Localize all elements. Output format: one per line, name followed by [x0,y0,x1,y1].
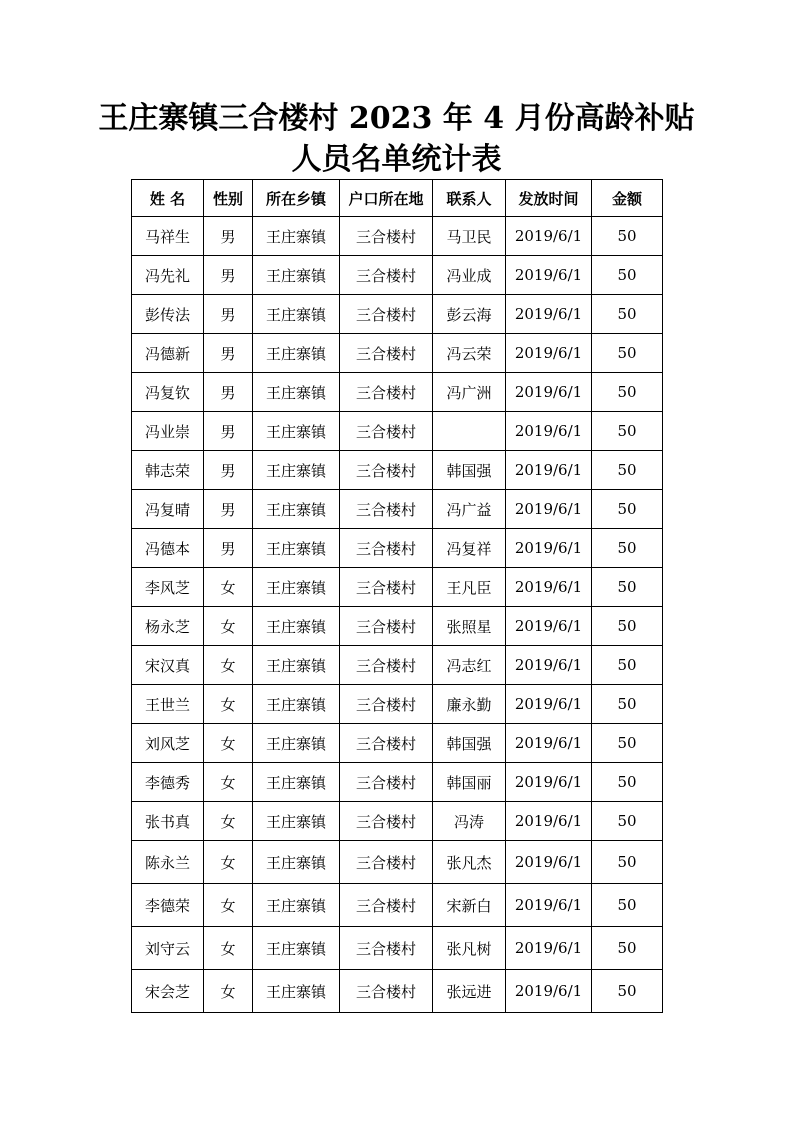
subsidy-roster-table [131,179,663,1013]
cell-amount: 50 [592,334,663,373]
cell-township: 王庄寨镇 [253,685,340,724]
table-row [132,802,663,841]
cell-issue-date: 2019/6/1 [506,884,592,927]
cell-name: 彭传法 [132,295,204,334]
cell-issue-date: 2019/6/1 [506,568,592,607]
cell-township: 王庄寨镇 [253,970,340,1013]
cell-name: 冯复晴 [132,490,204,529]
cell-household-registration: 三合楼村 [340,568,433,607]
cell-contact: 韩国强 [433,451,506,490]
cell-household-registration: 三合楼村 [340,412,433,451]
cell-household-registration: 三合楼村 [340,373,433,412]
table-row [132,841,663,884]
cell-amount: 50 [592,529,663,568]
table-row [132,763,663,802]
cell-household-registration: 三合楼村 [340,607,433,646]
cell-amount: 50 [592,685,663,724]
cell-contact: 张照星 [433,607,506,646]
cell-township: 王庄寨镇 [253,256,340,295]
cell-gender: 男 [204,373,253,412]
cell-township: 王庄寨镇 [253,295,340,334]
table-row [132,607,663,646]
table-row [132,970,663,1013]
cell-name: 张书真 [132,802,204,841]
document-title-line-1: 王庄寨镇三合楼村 2023 年 4 月份高龄补贴 [98,101,695,136]
cell-issue-date: 2019/6/1 [506,685,592,724]
cell-household-registration: 三合楼村 [340,841,433,884]
cell-contact: 马卫民 [433,217,506,256]
cell-issue-date: 2019/6/1 [506,256,592,295]
table-row [132,529,663,568]
table-row [132,451,663,490]
cell-gender: 男 [204,334,253,373]
cell-issue-date: 2019/6/1 [506,334,592,373]
cell-township: 王庄寨镇 [253,451,340,490]
cell-name: 冯业崇 [132,412,204,451]
cell-name: 李风芝 [132,568,204,607]
cell-gender: 男 [204,412,253,451]
cell-contact: 张凡树 [433,927,506,970]
cell-issue-date: 2019/6/1 [506,927,592,970]
cell-household-registration: 三合楼村 [340,646,433,685]
cell-gender: 男 [204,217,253,256]
cell-contact [433,412,506,451]
cell-township: 王庄寨镇 [253,927,340,970]
table-row [132,334,663,373]
cell-name: 陈永兰 [132,841,204,884]
cell-household-registration: 三合楼村 [340,217,433,256]
cell-township: 王庄寨镇 [253,646,340,685]
document-title-line-2: 人员名单统计表 [291,142,502,177]
cell-household-registration: 三合楼村 [340,884,433,927]
cell-gender: 女 [204,841,253,884]
cell-issue-date: 2019/6/1 [506,802,592,841]
cell-name: 李德荣 [132,884,204,927]
cell-township: 王庄寨镇 [253,802,340,841]
table-row [132,568,663,607]
cell-contact: 韩国强 [433,724,506,763]
cell-name: 韩志荣 [132,451,204,490]
header-township: 所在乡镇 [253,180,340,217]
table-row [132,884,663,927]
cell-name: 冯德新 [132,334,204,373]
cell-name: 马祥生 [132,217,204,256]
cell-amount: 50 [592,490,663,529]
cell-amount: 50 [592,412,663,451]
cell-issue-date: 2019/6/1 [506,763,592,802]
cell-gender: 女 [204,646,253,685]
cell-gender: 女 [204,970,253,1013]
cell-gender: 女 [204,884,253,927]
header-amount: 金额 [592,180,663,217]
cell-contact: 冯广益 [433,490,506,529]
cell-gender: 男 [204,451,253,490]
cell-township: 王庄寨镇 [253,490,340,529]
header-name: 姓 名 [132,180,204,217]
cell-name: 李德秀 [132,763,204,802]
table-row [132,217,663,256]
table-row [132,295,663,334]
cell-township: 王庄寨镇 [253,884,340,927]
cell-issue-date: 2019/6/1 [506,295,592,334]
cell-issue-date: 2019/6/1 [506,970,592,1013]
cell-contact: 宋新白 [433,884,506,927]
cell-household-registration: 三合楼村 [340,256,433,295]
cell-township: 王庄寨镇 [253,217,340,256]
cell-issue-date: 2019/6/1 [506,529,592,568]
cell-contact: 冯业成 [433,256,506,295]
cell-name: 刘风芝 [132,724,204,763]
cell-amount: 50 [592,256,663,295]
cell-contact: 廉永勤 [433,685,506,724]
cell-amount: 50 [592,295,663,334]
cell-household-registration: 三合楼村 [340,685,433,724]
table-row [132,685,663,724]
cell-township: 王庄寨镇 [253,412,340,451]
table-body [132,217,663,1013]
cell-amount: 50 [592,217,663,256]
cell-name: 冯复钦 [132,373,204,412]
cell-contact: 冯复祥 [433,529,506,568]
cell-issue-date: 2019/6/1 [506,607,592,646]
cell-township: 王庄寨镇 [253,529,340,568]
cell-amount: 50 [592,841,663,884]
cell-gender: 男 [204,490,253,529]
cell-township: 王庄寨镇 [253,763,340,802]
cell-township: 王庄寨镇 [253,334,340,373]
cell-name: 冯德本 [132,529,204,568]
cell-household-registration: 三合楼村 [340,724,433,763]
cell-gender: 女 [204,802,253,841]
cell-amount: 50 [592,884,663,927]
cell-contact: 王凡臣 [433,568,506,607]
cell-issue-date: 2019/6/1 [506,217,592,256]
cell-amount: 50 [592,451,663,490]
cell-amount: 50 [592,607,663,646]
header-gender: 性别 [204,180,253,217]
cell-township: 王庄寨镇 [253,607,340,646]
cell-gender: 女 [204,607,253,646]
cell-household-registration: 三合楼村 [340,529,433,568]
cell-household-registration: 三合楼村 [340,334,433,373]
cell-township: 王庄寨镇 [253,724,340,763]
header-issue-date: 发放时间 [506,180,592,217]
cell-gender: 男 [204,256,253,295]
cell-name: 刘守云 [132,927,204,970]
cell-gender: 女 [204,568,253,607]
cell-household-registration: 三合楼村 [340,451,433,490]
cell-gender: 女 [204,724,253,763]
cell-amount: 50 [592,373,663,412]
table-row [132,724,663,763]
cell-contact: 冯志红 [433,646,506,685]
cell-amount: 50 [592,646,663,685]
cell-issue-date: 2019/6/1 [506,373,592,412]
cell-contact: 冯云荣 [433,334,506,373]
cell-gender: 女 [204,927,253,970]
cell-name: 杨永芝 [132,607,204,646]
cell-township: 王庄寨镇 [253,841,340,884]
cell-issue-date: 2019/6/1 [506,451,592,490]
cell-contact: 彭云海 [433,295,506,334]
cell-gender: 女 [204,685,253,724]
cell-gender: 女 [204,763,253,802]
cell-issue-date: 2019/6/1 [506,724,592,763]
table-row [132,646,663,685]
table-row [132,373,663,412]
cell-contact: 冯广洲 [433,373,506,412]
table-row [132,490,663,529]
cell-amount: 50 [592,763,663,802]
cell-issue-date: 2019/6/1 [506,412,592,451]
header-contact: 联系人 [433,180,506,217]
table-row [132,256,663,295]
cell-issue-date: 2019/6/1 [506,490,592,529]
cell-amount: 50 [592,568,663,607]
table-header-row [132,180,663,217]
cell-contact: 张凡杰 [433,841,506,884]
header-household-registration: 户口所在地 [340,180,433,217]
cell-amount: 50 [592,802,663,841]
cell-name: 宋会芝 [132,970,204,1013]
cell-township: 王庄寨镇 [253,568,340,607]
cell-issue-date: 2019/6/1 [506,646,592,685]
cell-name: 宋汉真 [132,646,204,685]
cell-issue-date: 2019/6/1 [506,841,592,884]
cell-amount: 50 [592,724,663,763]
cell-household-registration: 三合楼村 [340,490,433,529]
cell-gender: 男 [204,529,253,568]
cell-household-registration: 三合楼村 [340,763,433,802]
cell-household-registration: 三合楼村 [340,295,433,334]
cell-contact: 冯涛 [433,802,506,841]
cell-household-registration: 三合楼村 [340,970,433,1013]
cell-contact: 张远进 [433,970,506,1013]
cell-household-registration: 三合楼村 [340,802,433,841]
cell-township: 王庄寨镇 [253,373,340,412]
cell-amount: 50 [592,970,663,1013]
cell-gender: 男 [204,295,253,334]
table-row [132,927,663,970]
cell-household-registration: 三合楼村 [340,927,433,970]
cell-amount: 50 [592,927,663,970]
cell-name: 王世兰 [132,685,204,724]
cell-contact: 韩国丽 [433,763,506,802]
table-row [132,412,663,451]
cell-name: 冯先礼 [132,256,204,295]
